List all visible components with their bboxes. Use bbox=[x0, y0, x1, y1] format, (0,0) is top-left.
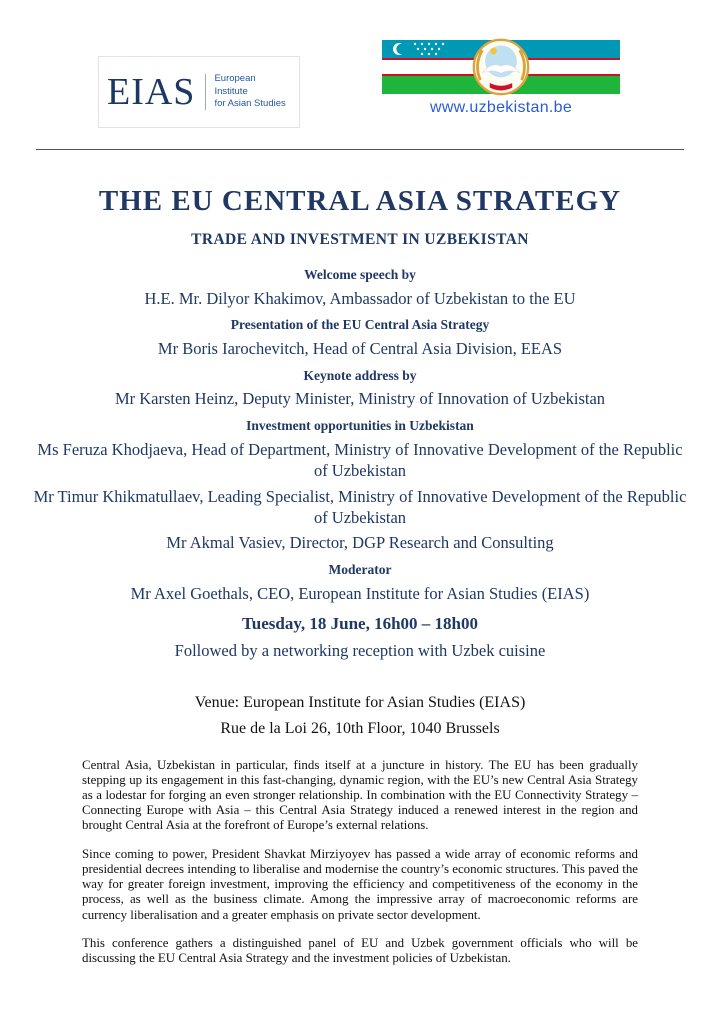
eias-name-line2: for Asian Studies bbox=[214, 98, 286, 110]
venue-block bbox=[0, 690, 720, 742]
body-paragraph: Since coming to power, President Shavkat Mirziyoyev has passed a wide array of economic reforms and presidential decrees intending to liberalise and modernise the country’s economic structures. This paved the way for greater foreign investment, improving the efficiency and competitiveness of the economy in the process, as well as the business climate. Among the impressive array of macroeconomic reforms are currency liberalisation and a greater emphasis on private sector development. bbox=[82, 846, 638, 922]
program-speaker: H.E. Mr. Dilyor Khakimov, Ambassador of Uzbekistan to the EU bbox=[144, 288, 576, 308]
uzbekistan-flag-icon bbox=[382, 40, 620, 94]
event-title: THE EU CENTRAL ASIA STRATEGY bbox=[98, 185, 622, 217]
header-logos bbox=[0, 0, 720, 128]
eias-logo-divider bbox=[205, 74, 206, 110]
venue-line1: Venue: European Institute for Asian Studies (EIAS) bbox=[194, 693, 526, 711]
program-speaker: Mr Boris Iarochevitch, Head of Central Asia Division, EEAS bbox=[157, 339, 563, 359]
event-subtitle: TRADE AND INVESTMENT IN UZBEKISTAN bbox=[191, 230, 529, 248]
program-section-label: Investment opportunities in Uzbekistan bbox=[246, 417, 474, 433]
event-description bbox=[0, 758, 720, 967]
program-section-label: Welcome speech by bbox=[304, 266, 416, 282]
eias-logo bbox=[98, 56, 300, 128]
program-section-label: Presentation of the EU Central Asia Strategy bbox=[230, 317, 490, 333]
event-datetime: Tuesday, 18 June, 16h00 – 18h00 bbox=[241, 614, 479, 634]
event-program bbox=[0, 267, 720, 662]
program-speaker: Mr Axel Goethals, CEO, European Institute for Asian Studies (EIAS) bbox=[130, 583, 590, 603]
program-speaker: Mr Timur Khikmatullaev, Leading Specialist, Ministry of Innovative Development of the Republic of Uzbekistan bbox=[33, 486, 687, 528]
eias-name-line1: European Institute bbox=[214, 73, 256, 97]
uzbekistan-logo bbox=[382, 40, 620, 117]
eias-institute-name bbox=[214, 73, 291, 110]
uzbekistan-website-link[interactable]: www.uzbekistan.be bbox=[429, 99, 573, 116]
program-section-label: Moderator bbox=[328, 561, 392, 577]
eias-acronym: EIAS bbox=[107, 71, 196, 113]
header-divider-line bbox=[36, 149, 684, 150]
program-speaker: Mr Akmal Vasiev, Director, DGP Research and Consulting bbox=[166, 533, 554, 553]
body-paragraph: Central Asia, Uzbekistan in particular, finds itself at a juncture in history. The EU has been gradually stepping up its engagement in this fast-changing, dynamic region, with the EU’s new Central Asia Strategy as a lodestar for forging an even stronger relationship. In combination with the EU Connectivity Strategy – Connecting Europe with Asia – this Central Asia Strategy induced a renewed interest in the region and brought Central Asia at the forefront of Europe’s external relations. bbox=[82, 757, 638, 833]
uzbekistan-emblem-icon bbox=[471, 37, 531, 97]
venue-line2: Rue de la Loi 26, 10th Floor, 1040 Brussels bbox=[220, 719, 500, 737]
program-speaker: Mr Karsten Heinz, Deputy Minister, Ministry of Innovation of Uzbekistan bbox=[114, 389, 606, 409]
event-reception: Followed by a networking reception with Uzbek cuisine bbox=[174, 641, 546, 661]
program-section-label: Keynote address by bbox=[303, 367, 417, 383]
body-paragraph: This conference gathers a distinguished panel of EU and Uzbek government officials who will be discussing the EU Central Asia Strategy and the investment policies of Uzbekistan. bbox=[82, 935, 638, 965]
program-speaker: Ms Feruza Khodjaeva, Head of Department, Ministry of Innovative Development of the Republic of Uzbekistan bbox=[37, 439, 683, 481]
event-details bbox=[0, 186, 720, 742]
